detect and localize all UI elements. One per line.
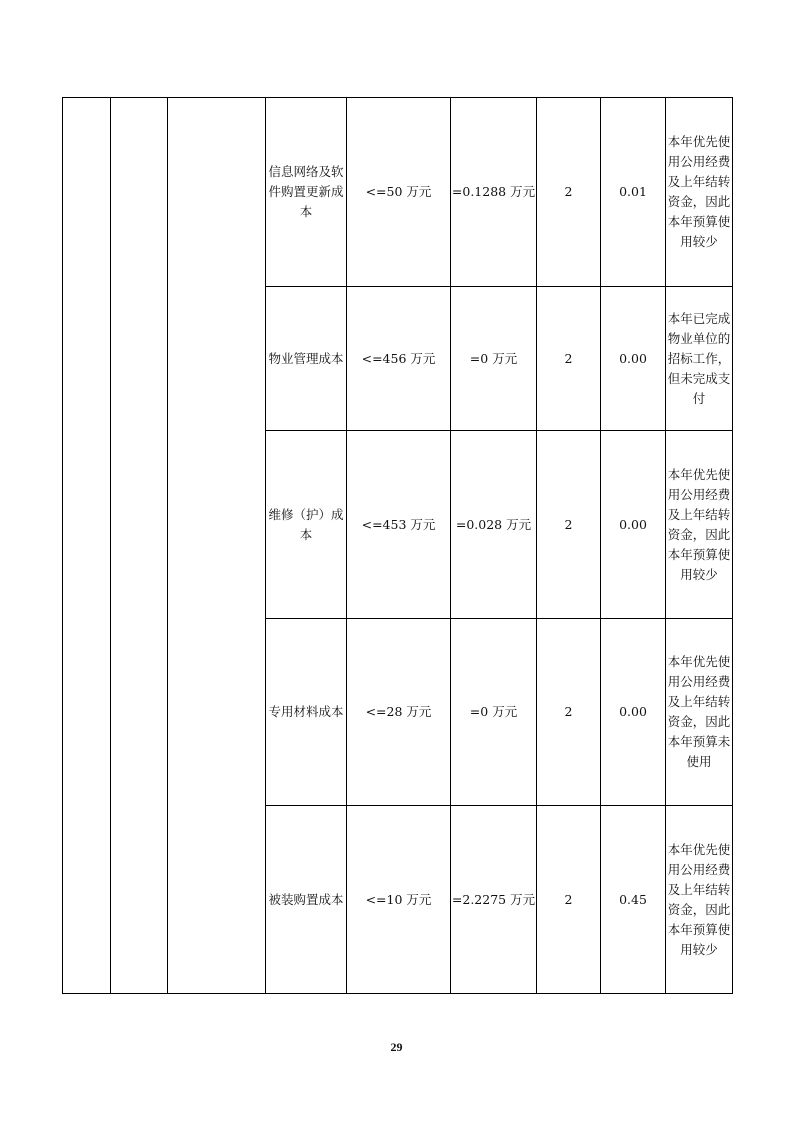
weight-value: 2 — [537, 287, 601, 431]
table-row — [63, 98, 733, 287]
score-value: 0.01 — [601, 98, 666, 287]
indicator-name: 被装购置成本 — [266, 806, 347, 994]
weight-value: 2 — [537, 619, 601, 806]
actual-value: =0 万元 — [451, 287, 537, 431]
deviation-note: 本年优先使用公用经费及上年结转资金，因此本年预算未使用 — [666, 619, 733, 806]
indicator-name: 专用材料成本 — [266, 619, 347, 806]
deviation-note: 本年优先使用公用经费及上年结转资金，因此本年预算使用较少 — [666, 98, 733, 287]
indicator-name: 物业管理成本 — [266, 287, 347, 431]
indicator-name: 维修（护）成本 — [266, 431, 347, 619]
merged-cell-level2 — [111, 98, 168, 994]
weight-value: 2 — [537, 806, 601, 994]
score-value: 0.45 — [601, 806, 666, 994]
actual-value: =0.1288 万元 — [451, 98, 537, 287]
score-value: 0.00 — [601, 619, 666, 806]
merged-cell-level1 — [63, 98, 111, 994]
page-number: 29 — [390, 1040, 403, 1054]
merged-cell-level3 — [168, 98, 266, 994]
target-value: <=456 万元 — [347, 287, 451, 431]
deviation-note: 本年已完成物业单位的招标工作，但未完成支付 — [666, 287, 733, 431]
score-value: 0.00 — [601, 287, 666, 431]
weight-value: 2 — [537, 431, 601, 619]
target-value: <=453 万元 — [347, 431, 451, 619]
deviation-note: 本年优先使用公用经费及上年结转资金，因此本年预算使用较少 — [666, 806, 733, 994]
deviation-note: 本年优先使用公用经费及上年结转资金，因此本年预算使用较少 — [666, 431, 733, 619]
actual-value: =2.2275 万元 — [451, 806, 537, 994]
performance-table — [62, 97, 733, 994]
actual-value: =0.028 万元 — [451, 431, 537, 619]
target-value: <=50 万元 — [347, 98, 451, 287]
target-value: <=10 万元 — [347, 806, 451, 994]
indicator-name: 信息网络及软件购置更新成本 — [266, 98, 347, 287]
score-value: 0.00 — [601, 431, 666, 619]
weight-value: 2 — [537, 98, 601, 287]
target-value: <=28 万元 — [347, 619, 451, 806]
actual-value: =0 万元 — [451, 619, 537, 806]
